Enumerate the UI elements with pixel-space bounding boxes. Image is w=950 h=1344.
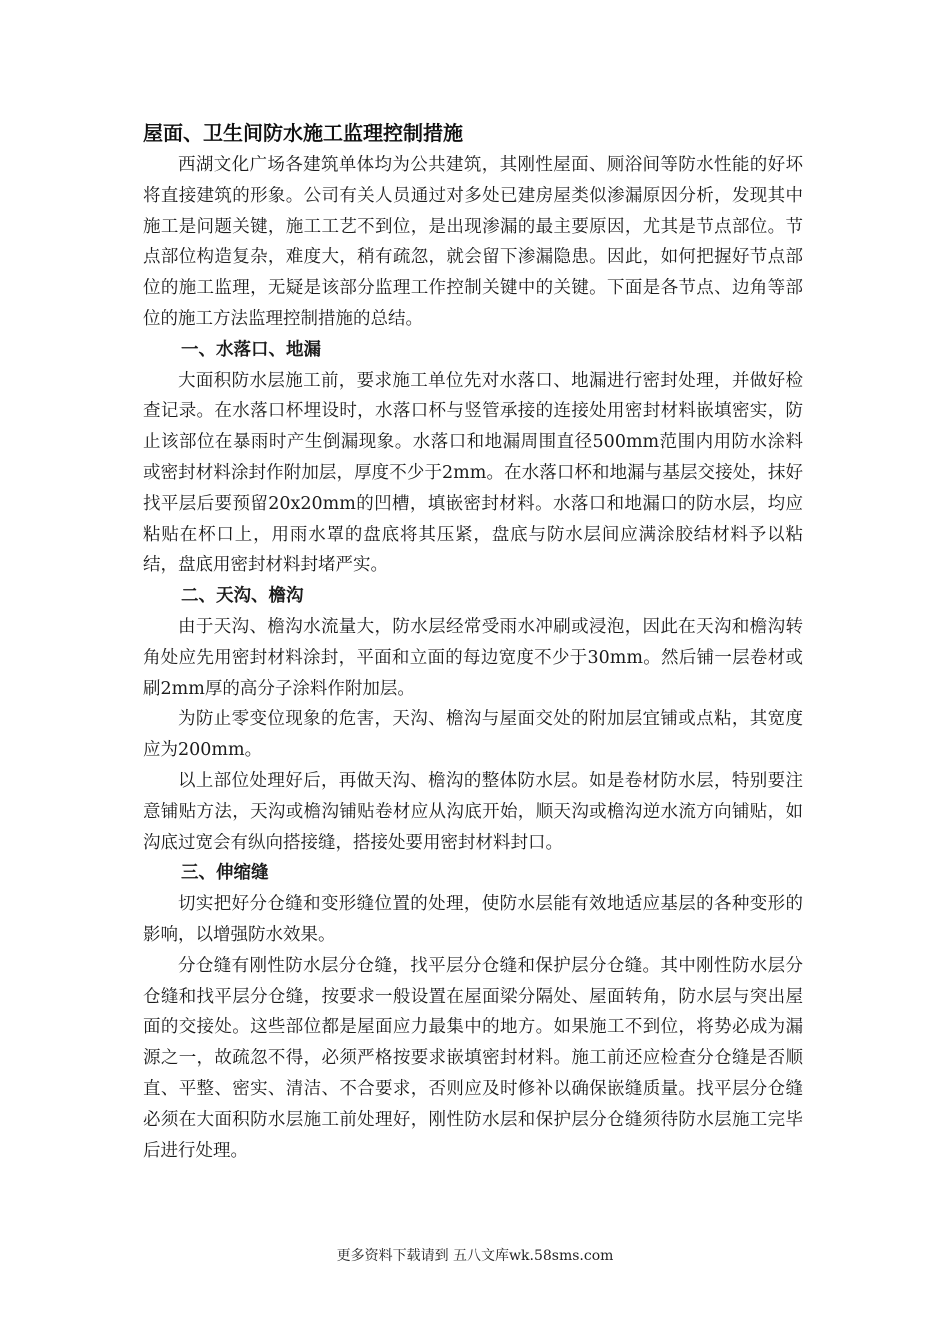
section-gutter-paragraph-3: 以上部位处理好后，再做天沟、檐沟的整体防水层。如是卷材防水层，特别要注意铺贴方法，天沟或檐沟铺贴卷材应从沟底开始，顺天沟或檐沟逆水流方向铺贴，如沟底过宽会有纵向搭接缝，搭接处要用密封材料封口。 (143, 770, 803, 853)
section-drain-paragraph: 大面积防水层施工前，要求施工单位先对水落口、地漏进行密封处理，并做好检查记录。在水落口杯埋设时，水落口杯与竖管承接的连接处用密封材料嵌填密实，防止该部位在暴雨时产生倒漏现象。水落口和地漏周围直径500mm范围内用防水涂料或密封材料涂封作附加层，厚度不少于2mm。在水落口杯和地漏与基层交接处，抹好找平层后要预留20x20mm的凹槽，填嵌密封材料。水落口和地漏口的防水层，均应粘贴在杯口上，用雨水罩的盘底将其压紧，盘底与防水层间应满涂胶结材料予以粘结，盘底用密封材料封堵严实。 (143, 370, 803, 576)
document-body (143, 118, 803, 1166)
section-heading-expansion-joint: 三、伸缩缝 (181, 863, 269, 884)
section-gutter-paragraph-1: 由于天沟、檐沟水流量大，防水层经常受雨水冲刷或浸泡，因此在天沟和檐沟转角处应先用密封材料涂封，平面和立面的每边宽度不少于30mm。然后铺一层卷材或刷2mm厚的高分子涂料作附加层。 (143, 616, 803, 699)
section-joint-paragraph-1: 切实把好分仓缝和变形缝位置的处理，使防水层能有效地适应基层的各种变形的影响，以增强防水效果。 (143, 894, 803, 945)
document-title: 屋面、卫生间防水施工监理控制措施 (143, 121, 463, 145)
section-heading-gutter: 二、天沟、檐沟 (181, 586, 304, 607)
footer-download-note: 更多资料下载请到 五八文库wk.58sms.com (336, 1248, 614, 1264)
section-joint-paragraph-2: 分仓缝有刚性防水层分仓缝，找平层分仓缝和保护层分仓缝。其中刚性防水层分仓缝和找平层分仓缝，按要求一般设置在屋面梁分隔处、屋面转角，防水层与突出屋面的交接处。这些部位都是屋面应力最集中的地方。如果施工不到位，将势必成为漏源之一，故疏忽不得，必须严格按要求嵌填密封材料。施工前还应检查分仓缝是否顺直、平整、密实、清洁、不合要求，否则应及时修补以确保嵌缝质量。找平层分仓缝必须在大面积防水层施工前处理好，刚性防水层和保护层分仓缝须待防水层施工完毕后进行处理。 (143, 955, 803, 1161)
section-gutter-paragraph-2: 为防止零变位现象的危害，天沟、檐沟与屋面交处的附加层宜铺或点粘，其宽度应为200mm。 (143, 709, 803, 761)
intro-paragraph: 西湖文化广场各建筑单体均为公共建筑，其刚性屋面、厕浴间等防水性能的好坏将直接建筑的形象。公司有关人员通过对多处已建房屋类似渗漏原因分析，发现其中施工是问题关键，施工工艺不到位，是出现渗漏的最主要原因，尤其是节点部位。节点部位构造复杂，难度大，稍有疏忽，就会留下渗漏隐患。因此，如何把握好节点部位的施工监理，无疑是该部分监理工作控制关键中的关键。下面是各节点、边角等部位的施工方法监理控制措施的总结。 (143, 155, 803, 329)
section-heading-drain: 一、水落口、地漏 (181, 339, 321, 360)
